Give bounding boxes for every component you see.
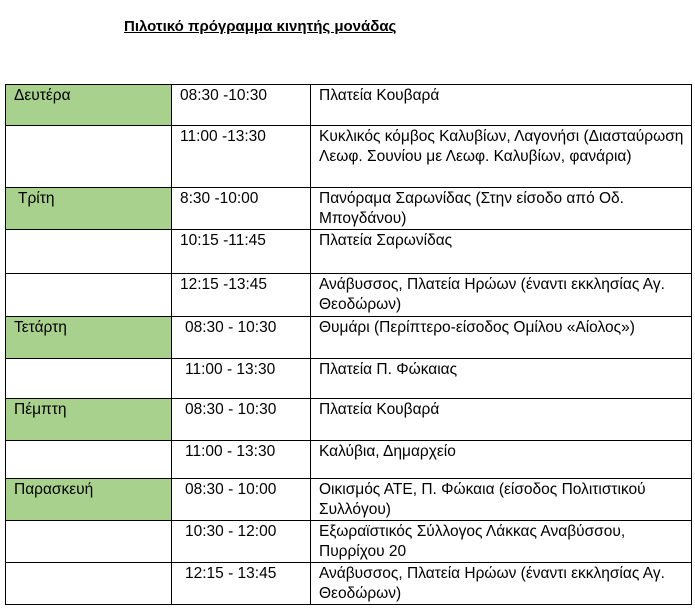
table-row bbox=[6, 188, 692, 230]
table-row bbox=[6, 399, 692, 441]
time-cell: 08:30 -10:30 bbox=[172, 85, 311, 126]
day-cell bbox=[6, 563, 172, 605]
day-cell bbox=[6, 230, 172, 274]
time-cell: 8:30 -10:00 bbox=[172, 188, 311, 230]
day-cell: Δευτέρα bbox=[6, 85, 172, 126]
page-title: Πιλοτικό πρόγραμμα κινητής μονάδας bbox=[124, 18, 397, 35]
table-row bbox=[6, 274, 692, 317]
place-cell: Πανόραμα Σαρωνίδας (Στην είσοδο από Οδ. Μπογδάνου) bbox=[311, 188, 692, 230]
place-cell: Πλατεία Κουβαρά bbox=[311, 85, 692, 126]
day-cell: Τετάρτη bbox=[6, 317, 172, 359]
day-cell bbox=[6, 521, 172, 563]
time-cell: 12:15 - 13:45 bbox=[172, 563, 311, 605]
time-cell: 12:15 -13:45 bbox=[172, 274, 311, 317]
place-cell: Πλατεία Κουβαρά bbox=[311, 399, 692, 441]
time-cell: 08:30 - 10:30 bbox=[172, 317, 311, 359]
table-row bbox=[6, 479, 692, 521]
table-row bbox=[6, 563, 692, 605]
day-cell: Παρασκευή bbox=[6, 479, 172, 521]
place-cell: Θυμάρι (Περίπτερο-είσοδος Ομίλου «Αίολος») bbox=[311, 317, 692, 359]
place-cell: Καλύβια, Δημαρχείο bbox=[311, 441, 692, 479]
table-row bbox=[6, 126, 692, 188]
table-row bbox=[6, 317, 692, 359]
place-cell: Πλατεία Σαρωνίδας bbox=[311, 230, 692, 274]
table-row bbox=[6, 359, 692, 399]
day-cell: Πέμπτη bbox=[6, 399, 172, 441]
day-cell bbox=[6, 441, 172, 479]
time-cell: 11:00 -13:30 bbox=[172, 126, 311, 188]
time-cell: 08:30 - 10:00 bbox=[172, 479, 311, 521]
place-cell: Κυκλικός κόμβος Καλυβίων, Λαγονήσι (Διασταύρωση Λεωφ. Σουνίου με Λεωφ. Καλυβίων, φανάρια) bbox=[311, 126, 692, 188]
table-row bbox=[6, 230, 692, 274]
time-cell: 10:30 - 12:00 bbox=[172, 521, 311, 563]
place-cell: Οικισμός ΑΤΕ, Π. Φώκαια (είσοδος Πολιτιστικού Συλλόγου) bbox=[311, 479, 692, 521]
day-cell bbox=[6, 274, 172, 317]
table-row bbox=[6, 441, 692, 479]
place-cell: Πλατεία Π. Φώκαιας bbox=[311, 359, 692, 399]
time-cell: 10:15 -11:45 bbox=[172, 230, 311, 274]
time-cell: 08:30 - 10:30 bbox=[172, 399, 311, 441]
schedule-table bbox=[5, 84, 692, 605]
time-cell: 11:00 - 13:30 bbox=[172, 441, 311, 479]
table-row bbox=[6, 85, 692, 126]
place-cell: Ανάβυσσος, Πλατεία Ηρώων (έναντι εκκλησίας Αγ. Θεοδώρων) bbox=[311, 274, 692, 317]
place-cell: Εξωραϊστικός Σύλλογος Λάκκας Αναβύσσου, Πυρρίχου 20 bbox=[311, 521, 692, 563]
table-row bbox=[6, 521, 692, 563]
time-cell: 11:00 - 13:30 bbox=[172, 359, 311, 399]
place-cell: Ανάβυσσος, Πλατεία Ηρώων (έναντι εκκλησίας Αγ. Θεοδώρων) bbox=[311, 563, 692, 605]
day-cell bbox=[6, 126, 172, 188]
day-cell bbox=[6, 359, 172, 399]
day-cell: Τρίτη bbox=[6, 188, 172, 230]
